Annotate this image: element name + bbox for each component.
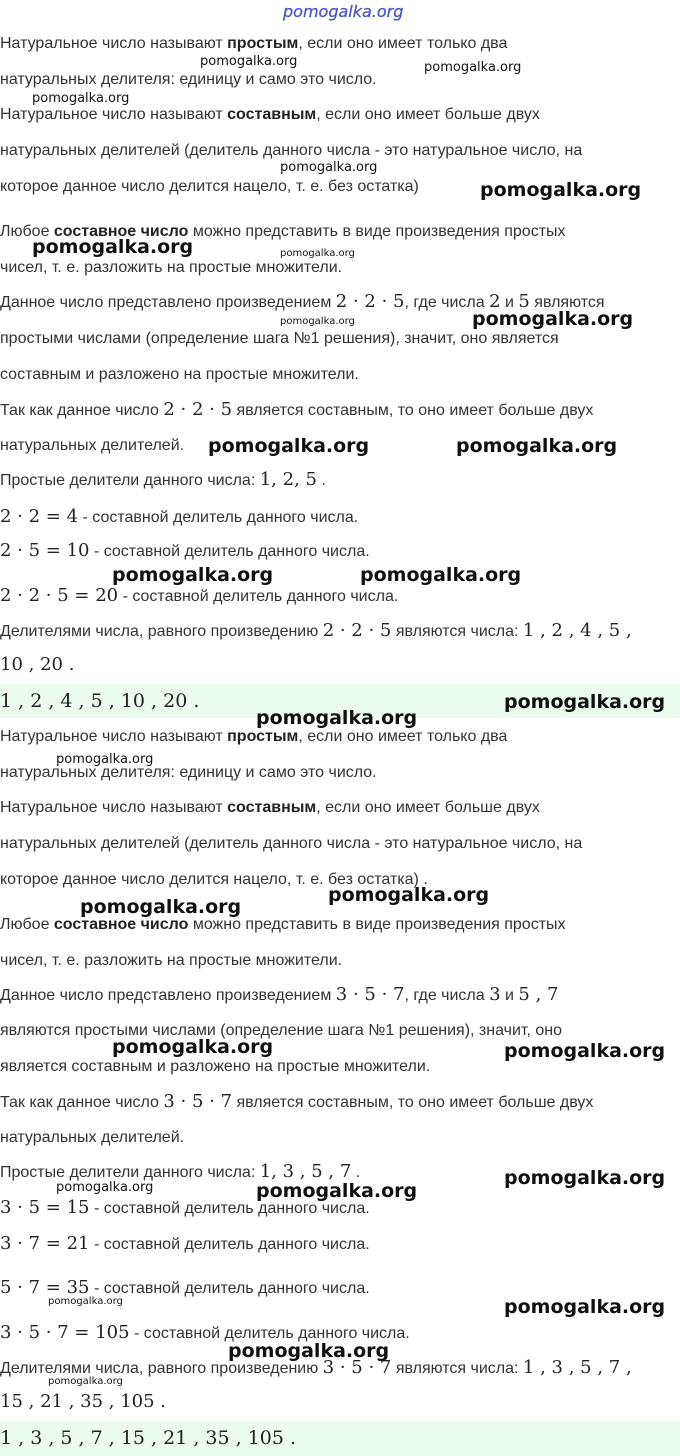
watermark: pomogalka.org — [112, 564, 274, 586]
text: Делителями числа, равного произведению — [0, 1360, 323, 1377]
composite-divisor-line — [0, 540, 680, 563]
watermark: pomogalka.org — [32, 91, 130, 106]
text: . — [316, 472, 326, 489]
watermark: pomogalka.org — [32, 236, 194, 258]
math-list: 1, 3 , 5 , 7 — [259, 1161, 352, 1182]
divisors-statement — [0, 620, 680, 643]
watermark: pomogalka.org — [504, 1296, 666, 1318]
watermark: pomogalka.org — [112, 1036, 274, 1058]
text: . — [351, 1164, 361, 1181]
text: - составной делитель данного числа. — [89, 543, 370, 560]
math-product: 3 · 5 · 7 — [322, 1357, 392, 1378]
watermark: pomogalka.org — [56, 1180, 154, 1195]
watermark: pomogalka.org — [280, 160, 378, 175]
term-composite-number: составное число — [53, 916, 189, 933]
text: Так как данное число — [0, 1094, 164, 1111]
watermark: pomogalka.org — [504, 1040, 666, 1062]
text: - составной делитель данного числа. — [89, 1280, 370, 1297]
text: Натуральное число называют — [0, 728, 228, 745]
text: Простые делители данного числа: — [0, 472, 260, 489]
factorization-statement-cont: чисел, т. е. разложить на простые множители. — [0, 259, 343, 276]
text: , если оно имеет только два — [298, 35, 508, 52]
text: , где числа — [404, 987, 490, 1004]
watermark: pomogalka.org — [328, 884, 490, 906]
watermark: pomogalka.org — [456, 435, 618, 457]
math-product: 3 · 5 · 7 — [335, 984, 405, 1005]
term-prime: простым — [227, 728, 299, 745]
math-equation: 2 · 2 = 4 — [0, 506, 79, 527]
math-product: 2 · 2 · 5 — [322, 620, 392, 641]
definition-composite-cont: натуральных делителей (делитель данного числа - это натуральное число, на — [0, 142, 583, 159]
math-product: 2 · 2 · 5 — [335, 291, 405, 312]
watermark: pomogalka.org — [256, 1180, 418, 1202]
given-number-cont2: является составным и разложено на простые множители. — [0, 1058, 431, 1075]
text: можно представить в виде произведения простых — [188, 223, 566, 240]
text: Любое — [0, 223, 54, 240]
math-product: 3 · 5 · 7 — [163, 1091, 233, 1112]
divisors-statement-cont — [0, 1391, 680, 1414]
math-equation: 3 · 5 · 7 = 105 — [0, 1322, 130, 1343]
definition-composite — [0, 797, 680, 819]
text: и — [500, 294, 519, 311]
answer-text: 1 , 3 , 5 , 7 , 15 , 21 , 35 , 105 . — [0, 1427, 297, 1449]
math-equation: 3 · 7 = 21 — [0, 1233, 90, 1254]
definition-prime — [0, 726, 680, 748]
math-equation: 2 · 2 · 5 = 20 — [0, 585, 119, 606]
definition-composite-cont2: которое данное число делится нацело, т. е. без остатка) — [0, 178, 419, 195]
since-statement-cont: натуральных делителей. — [0, 437, 185, 454]
given-number-cont2: составным и разложено на простые множители. — [0, 366, 359, 383]
term-prime: простым — [227, 35, 299, 52]
term-composite-number: составное число — [53, 223, 189, 240]
given-number-cont: являются простыми числами (определение шага №1 решения), значит, оно — [0, 1022, 562, 1039]
math-product: 2 · 2 · 5 — [163, 399, 233, 420]
math-equation: 5 · 7 = 35 — [0, 1277, 90, 1298]
since-statement — [0, 399, 680, 422]
watermark: pomogalka.org — [256, 707, 418, 729]
prime-divisors — [0, 469, 680, 492]
composite-divisor-line — [0, 585, 680, 608]
text: Простые делители данного числа: — [0, 1164, 260, 1181]
watermark: pomogalka.org — [228, 1340, 390, 1362]
since-statement — [0, 1091, 680, 1114]
watermark: pomogalka.org — [200, 54, 298, 69]
text: - составной делитель данного числа. — [118, 588, 399, 605]
watermark: pomogalka.org — [280, 316, 355, 327]
math-equation: 2 · 5 = 10 — [0, 540, 90, 561]
divisors-statement-cont — [0, 654, 680, 677]
term-composite: составным — [227, 799, 317, 816]
math-list: 5 , 7 — [518, 984, 559, 1005]
text: Данное число представлено произведением — [0, 294, 336, 311]
text: Натуральное число называют — [0, 35, 228, 52]
watermark: pomogalka.org — [280, 248, 355, 259]
text: , где числа — [404, 294, 490, 311]
watermark: pomogalka.org — [472, 308, 634, 330]
answer-text: 1 , 2 , 4 , 5 , 10 , 20 . — [0, 690, 200, 712]
factorization-statement-cont: чисел, т. е. разложить на простые множители. — [0, 952, 343, 969]
text: являются — [529, 294, 605, 311]
watermark: pomogalka.org — [360, 564, 522, 586]
composite-divisor-line — [0, 506, 680, 529]
term-composite: составным — [227, 106, 317, 123]
math-list: 1, 2, 5 — [259, 469, 317, 490]
given-number-statement — [0, 984, 680, 1007]
text: можно представить в виде произведения простых — [188, 916, 566, 933]
math-equation: 3 · 5 = 15 — [0, 1197, 90, 1218]
watermark: pomogalka.org — [480, 179, 642, 201]
definition-prime-cont: натуральных делителя: единицу и само это число. — [0, 764, 377, 781]
math-list: 15 , 21 , 35 , 105 . — [0, 1391, 167, 1412]
definition-composite-cont2: которое данное число делится нацело, т. е. без остатка) . — [0, 871, 428, 888]
watermark: pomogalka.org — [208, 435, 370, 457]
text: - составной делитель данного числа. — [89, 1236, 370, 1253]
watermark: pomogalka.org — [48, 1296, 123, 1307]
text: - составной делитель данного числа. — [78, 509, 359, 526]
watermark: pomogalka.org — [504, 1167, 666, 1189]
text: , если оно имеет больше двух — [316, 106, 540, 123]
watermark: pomogalka.org — [56, 752, 154, 767]
text: является составным, то оно имеет больше двух — [232, 402, 594, 419]
math-number: 5 — [518, 291, 530, 312]
watermark: pomogalka.org — [424, 60, 522, 75]
math-list: 1 , 2 , 4 , 5 , — [522, 620, 632, 641]
math-number: 2 — [489, 291, 501, 312]
text: , если оно имеет только два — [298, 728, 508, 745]
given-number-cont: простыми числами (определение шага №1 решения), значит, оно является — [0, 330, 559, 347]
text: являются числа: — [391, 623, 523, 640]
site-header-link[interactable]: pomogalka.org — [283, 2, 404, 21]
math-list: 1 , 3 , 5 , 7 , — [522, 1357, 632, 1378]
text: Так как данное число — [0, 402, 164, 419]
composite-divisor-line — [0, 1233, 680, 1256]
text: является составным, то оно имеет больше двух — [232, 1094, 594, 1111]
text: Данное число представлено произведением — [0, 987, 336, 1004]
watermark: pomogalka.org — [80, 896, 242, 918]
math-number: 3 — [489, 984, 501, 1005]
since-statement-cont: натуральных делителей. — [0, 1129, 185, 1146]
text: - составной делитель данного числа. — [129, 1325, 410, 1342]
text: , если оно имеет больше двух — [316, 799, 540, 816]
text: Любое — [0, 916, 54, 933]
text: Натуральное число называют — [0, 799, 228, 816]
text: - составной делитель данного числа. — [89, 1200, 370, 1217]
text: Натуральное число называют — [0, 106, 228, 123]
text: Делителями числа, равного произведению — [0, 623, 323, 640]
definition-prime-cont: натуральных делителя: единицу и само это число. — [0, 71, 377, 88]
watermark: pomogalka.org — [504, 691, 666, 713]
definition-prime — [0, 33, 680, 55]
definition-composite — [0, 104, 680, 126]
definition-composite-cont: натуральных делителей (делитель данного числа - это натуральное число, на — [0, 835, 583, 852]
math-list: 10 , 20 . — [0, 654, 75, 675]
text: и — [500, 987, 519, 1004]
text: являются числа: — [391, 1360, 523, 1377]
watermark: pomogalka.org — [48, 1376, 123, 1387]
